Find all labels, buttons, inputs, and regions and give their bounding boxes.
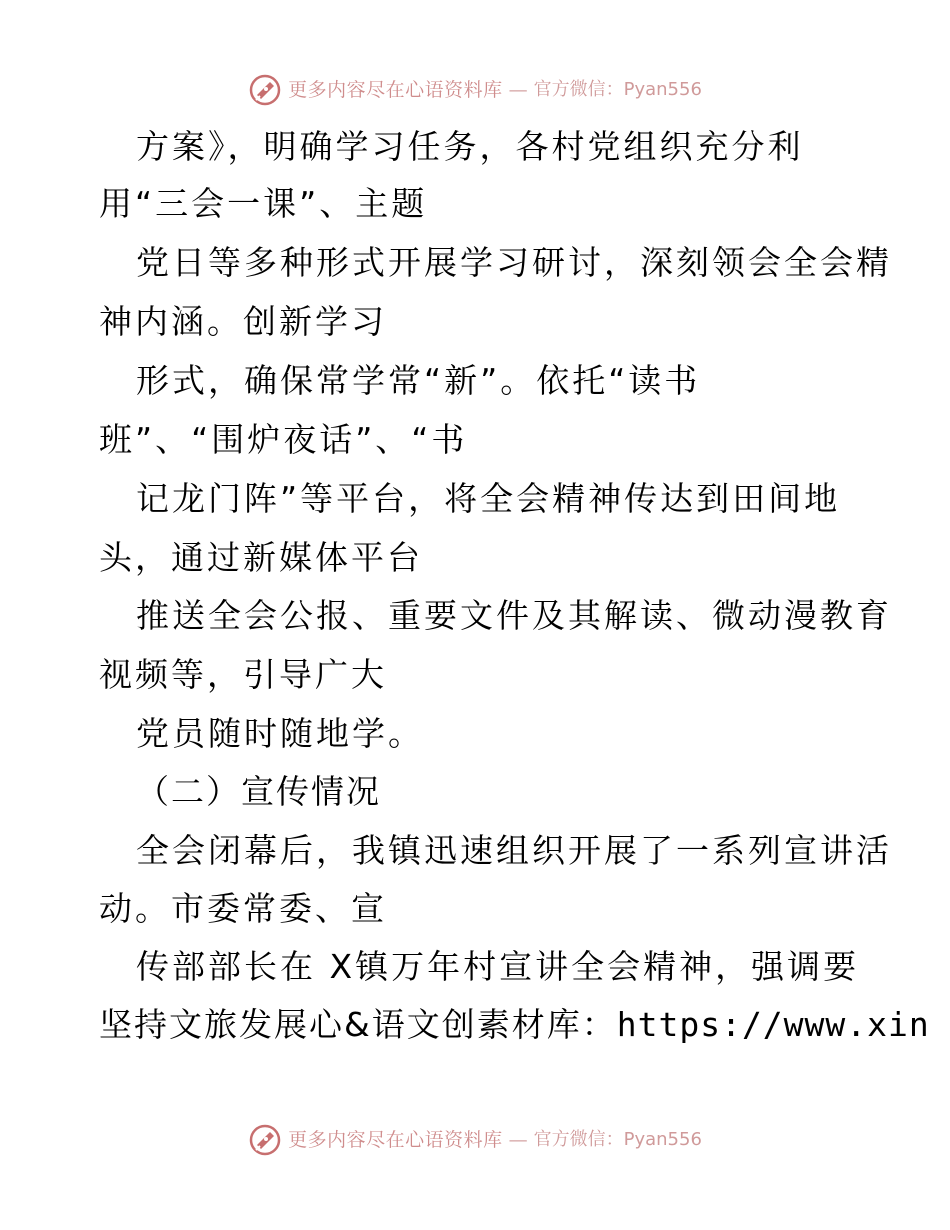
resource-url-text: https://www.xin <box>616 1005 930 1044</box>
paragraph-line-12: 全会闭幕后，我镇迅速组织开展了一系列宣讲活 <box>136 831 892 870</box>
watermark-wechat-text: 官方微信：Pyan556 <box>533 79 702 100</box>
pen-nib-logo-icon <box>248 1123 282 1157</box>
watermark-main-text: 更多内容尽在心语资料库 <box>288 78 503 101</box>
paragraph-line-2: 用“三会一课”、主题 <box>99 184 428 223</box>
paragraph-line-15 <box>99 1005 930 1045</box>
paragraph-line-9: 推送全会公报、重要文件及其解读、微动漫教育 <box>136 596 892 635</box>
paragraph-line-4: 神内涵。创新学习 <box>99 302 387 341</box>
paragraph-line-6: 班”、“围炉夜话”、“书 <box>99 420 468 459</box>
paragraph-line-5: 形式，确保常学常“新”。依托“读书 <box>136 361 701 400</box>
paragraph-line-13: 动。市委常委、宣 <box>99 889 387 928</box>
watermark-main-text: 更多内容尽在心语资料库 <box>288 1128 503 1151</box>
paragraph-line-10: 视频等，引导广大 <box>99 655 387 694</box>
paragraph-line-3: 党日等多种形式开展学习研讨，深刻领会全会精 <box>136 243 892 282</box>
paragraph-line-7: 记龙门阵”等平台，将全会精神传达到田间地 <box>136 479 841 518</box>
line-prefix-text: 坚持文旅发展心&语文创素材库： <box>99 1005 617 1044</box>
bottom-watermark <box>0 1122 950 1158</box>
paragraph-line-8: 头，通过新媒体平台 <box>99 538 423 577</box>
section-heading: （二）宣传情况 <box>136 772 381 811</box>
paragraph-line-11: 党员随时随地学。 <box>136 714 424 753</box>
paragraph-line-14: 传部部长在 X镇万年村宣讲全会精神，强调要 <box>136 947 860 986</box>
watermark-separator: — <box>508 1128 528 1151</box>
watermark-separator: — <box>508 78 528 101</box>
paragraph-line-1: 方案》，明确学习任务，各村党组织充分利 <box>136 127 804 166</box>
watermark-wechat-text: 官方微信：Pyan556 <box>533 1129 702 1150</box>
